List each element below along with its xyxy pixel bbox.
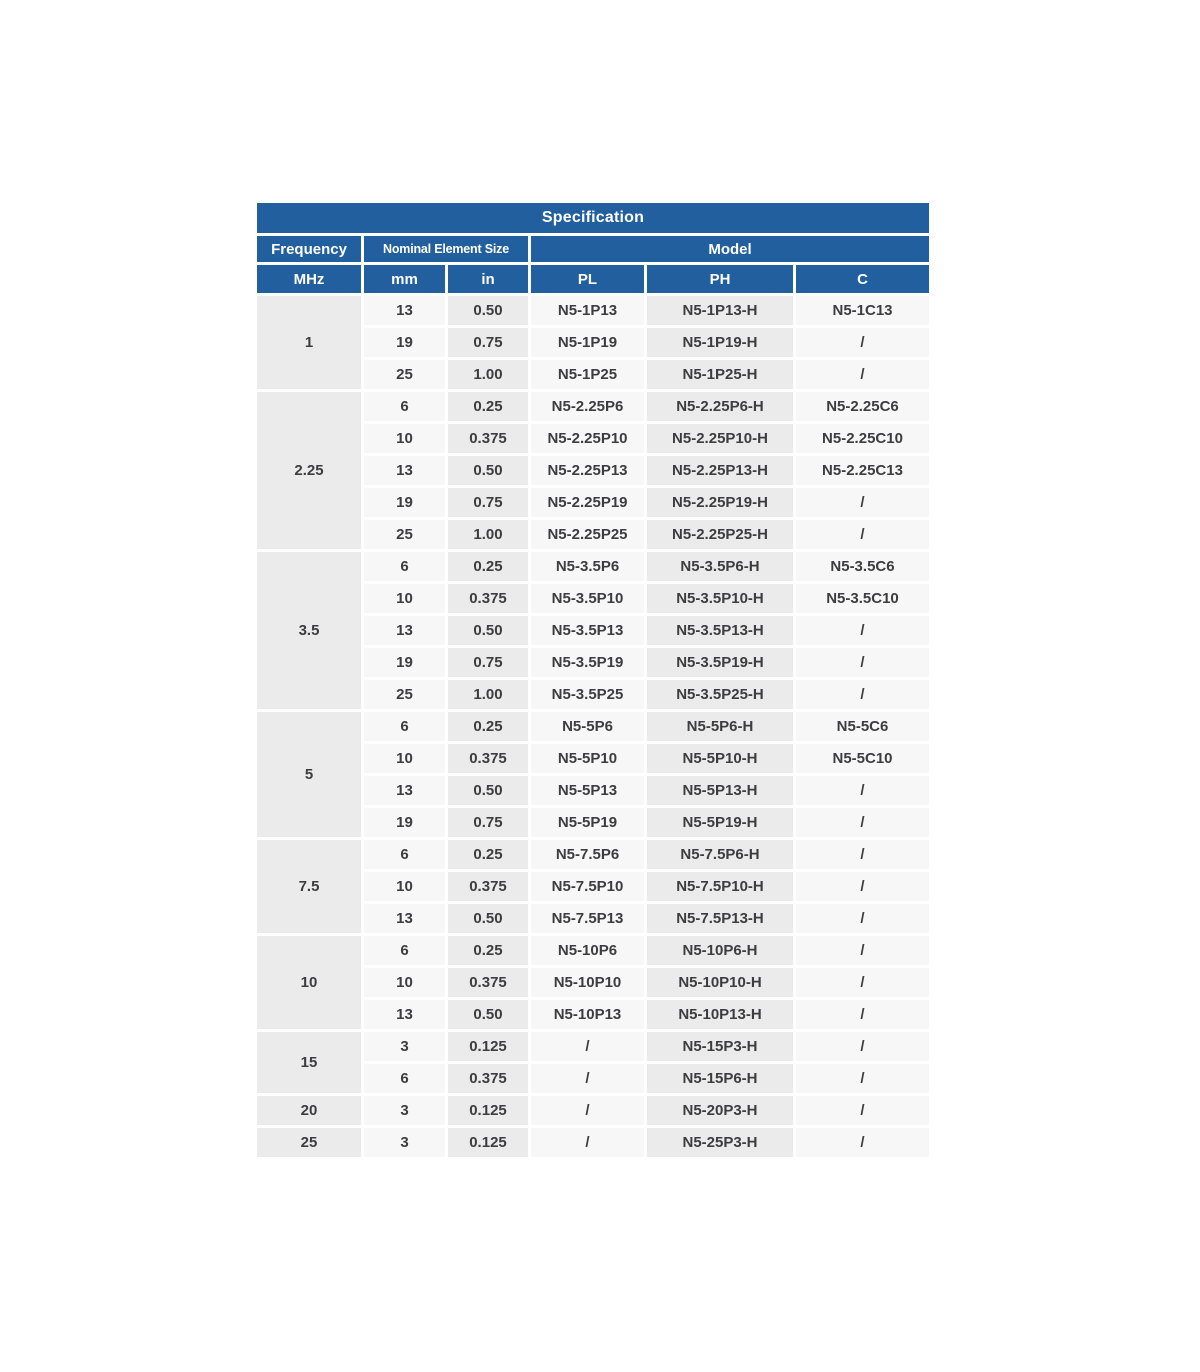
frequency-cell: 10 [257, 936, 361, 1029]
c-model-cell: N5-1C13 [796, 296, 929, 325]
in-cell: 0.50 [448, 616, 528, 645]
specification-table-container [254, 200, 932, 1160]
ph-model-cell: N5-3.5P25-H [647, 680, 793, 709]
ph-model-cell: N5-3.5P19-H [647, 648, 793, 677]
in-cell: 0.375 [448, 1064, 528, 1093]
frequency-cell: 1 [257, 296, 361, 389]
column-header-ph: PH [647, 265, 793, 293]
pl-model-cell: N5-1P13 [531, 296, 644, 325]
in-cell: 0.75 [448, 328, 528, 357]
pl-model-cell: N5-10P6 [531, 936, 644, 965]
in-cell: 0.375 [448, 968, 528, 997]
header-columns-row [257, 265, 929, 293]
ph-model-cell: N5-15P3-H [647, 1032, 793, 1061]
ph-model-cell: N5-7.5P6-H [647, 840, 793, 869]
c-model-cell: / [796, 776, 929, 805]
ph-model-cell: N5-25P3-H [647, 1128, 793, 1157]
ph-model-cell: N5-20P3-H [647, 1096, 793, 1125]
in-cell: 1.00 [448, 520, 528, 549]
pl-model-cell: N5-2.25P6 [531, 392, 644, 421]
mm-cell: 6 [364, 392, 445, 421]
in-cell: 0.75 [448, 808, 528, 837]
ph-model-cell: N5-3.5P6-H [647, 552, 793, 581]
ph-model-cell: N5-5P13-H [647, 776, 793, 805]
mm-cell: 25 [364, 520, 445, 549]
mm-cell: 19 [364, 808, 445, 837]
table-row [257, 1096, 929, 1125]
in-cell: 0.75 [448, 488, 528, 517]
column-header-c: C [796, 265, 929, 293]
c-model-cell: / [796, 648, 929, 677]
mm-cell: 25 [364, 360, 445, 389]
ph-model-cell: N5-15P6-H [647, 1064, 793, 1093]
mm-cell: 13 [364, 1000, 445, 1029]
mm-cell: 3 [364, 1096, 445, 1125]
ph-model-cell: N5-2.25P10-H [647, 424, 793, 453]
mm-cell: 25 [364, 680, 445, 709]
pl-model-cell: N5-3.5P19 [531, 648, 644, 677]
in-cell: 0.125 [448, 1096, 528, 1125]
in-cell: 0.25 [448, 552, 528, 581]
header-group-row [257, 236, 929, 262]
pl-model-cell: N5-2.25P13 [531, 456, 644, 485]
mm-cell: 6 [364, 840, 445, 869]
in-cell: 0.50 [448, 904, 528, 933]
mm-cell: 3 [364, 1032, 445, 1061]
frequency-cell: 2.25 [257, 392, 361, 549]
in-cell: 1.00 [448, 680, 528, 709]
table-row [257, 1128, 929, 1157]
ph-model-cell: N5-10P13-H [647, 1000, 793, 1029]
header-group-frequency: Frequency [257, 236, 361, 262]
frequency-cell: 5 [257, 712, 361, 837]
table-title: Specification [257, 203, 929, 233]
pl-model-cell: N5-3.5P6 [531, 552, 644, 581]
c-model-cell: / [796, 872, 929, 901]
c-model-cell: / [796, 360, 929, 389]
pl-model-cell: N5-1P25 [531, 360, 644, 389]
c-model-cell: / [796, 936, 929, 965]
in-cell: 0.50 [448, 1000, 528, 1029]
pl-model-cell: / [531, 1128, 644, 1157]
ph-model-cell: N5-5P19-H [647, 808, 793, 837]
pl-model-cell: N5-10P13 [531, 1000, 644, 1029]
table-row [257, 392, 929, 421]
column-header-pl: PL [531, 265, 644, 293]
ph-model-cell: N5-2.25P6-H [647, 392, 793, 421]
c-model-cell: / [796, 616, 929, 645]
header-group-model: Model [531, 236, 929, 262]
in-cell: 0.375 [448, 872, 528, 901]
pl-model-cell: N5-10P10 [531, 968, 644, 997]
frequency-cell: 3.5 [257, 552, 361, 709]
c-model-cell: / [796, 968, 929, 997]
pl-model-cell: N5-7.5P10 [531, 872, 644, 901]
ph-model-cell: N5-3.5P10-H [647, 584, 793, 613]
c-model-cell: / [796, 680, 929, 709]
column-header-mm: mm [364, 265, 445, 293]
mm-cell: 6 [364, 712, 445, 741]
column-header-in: in [448, 265, 528, 293]
c-model-cell: / [796, 904, 929, 933]
pl-model-cell: N5-5P19 [531, 808, 644, 837]
mm-cell: 19 [364, 328, 445, 357]
ph-model-cell: N5-7.5P13-H [647, 904, 793, 933]
in-cell: 0.50 [448, 776, 528, 805]
in-cell: 0.25 [448, 840, 528, 869]
pl-model-cell: / [531, 1064, 644, 1093]
pl-model-cell: N5-5P10 [531, 744, 644, 773]
in-cell: 0.125 [448, 1128, 528, 1157]
frequency-cell: 20 [257, 1096, 361, 1125]
pl-model-cell: / [531, 1096, 644, 1125]
frequency-cell: 7.5 [257, 840, 361, 933]
mm-cell: 10 [364, 872, 445, 901]
in-cell: 0.25 [448, 936, 528, 965]
in-cell: 0.50 [448, 456, 528, 485]
c-model-cell: N5-5C6 [796, 712, 929, 741]
pl-model-cell: N5-2.25P25 [531, 520, 644, 549]
ph-model-cell: N5-1P19-H [647, 328, 793, 357]
c-model-cell: N5-2.25C13 [796, 456, 929, 485]
c-model-cell: N5-3.5C10 [796, 584, 929, 613]
ph-model-cell: N5-10P10-H [647, 968, 793, 997]
in-cell: 0.375 [448, 584, 528, 613]
c-model-cell: / [796, 1096, 929, 1125]
mm-cell: 19 [364, 648, 445, 677]
in-cell: 0.375 [448, 744, 528, 773]
c-model-cell: / [796, 840, 929, 869]
mm-cell: 13 [364, 456, 445, 485]
pl-model-cell: N5-5P6 [531, 712, 644, 741]
pl-model-cell: N5-1P19 [531, 328, 644, 357]
c-model-cell: N5-2.25C6 [796, 392, 929, 421]
header-group-nominal-element-size: Nominal Element Size [364, 236, 528, 262]
in-cell: 0.125 [448, 1032, 528, 1061]
c-model-cell: / [796, 520, 929, 549]
pl-model-cell: N5-7.5P6 [531, 840, 644, 869]
ph-model-cell: N5-5P10-H [647, 744, 793, 773]
pl-model-cell: N5-2.25P10 [531, 424, 644, 453]
table-row [257, 552, 929, 581]
c-model-cell: / [796, 1064, 929, 1093]
c-model-cell: / [796, 1000, 929, 1029]
c-model-cell: N5-2.25C10 [796, 424, 929, 453]
pl-model-cell: N5-3.5P10 [531, 584, 644, 613]
in-cell: 0.25 [448, 392, 528, 421]
spec-table-body [257, 296, 929, 1157]
table-title-row [257, 203, 929, 233]
pl-model-cell: N5-3.5P13 [531, 616, 644, 645]
c-model-cell: / [796, 1032, 929, 1061]
ph-model-cell: N5-2.25P13-H [647, 456, 793, 485]
table-header [257, 203, 929, 293]
mm-cell: 10 [364, 584, 445, 613]
c-model-cell: / [796, 1128, 929, 1157]
pl-model-cell: N5-7.5P13 [531, 904, 644, 933]
mm-cell: 10 [364, 744, 445, 773]
ph-model-cell: N5-7.5P10-H [647, 872, 793, 901]
frequency-cell: 15 [257, 1032, 361, 1093]
ph-model-cell: N5-1P25-H [647, 360, 793, 389]
mm-cell: 13 [364, 776, 445, 805]
c-model-cell: / [796, 488, 929, 517]
in-cell: 0.375 [448, 424, 528, 453]
c-model-cell: / [796, 328, 929, 357]
in-cell: 0.75 [448, 648, 528, 677]
pl-model-cell: N5-5P13 [531, 776, 644, 805]
ph-model-cell: N5-5P6-H [647, 712, 793, 741]
mm-cell: 3 [364, 1128, 445, 1157]
mm-cell: 6 [364, 552, 445, 581]
c-model-cell: / [796, 808, 929, 837]
ph-model-cell: N5-10P6-H [647, 936, 793, 965]
ph-model-cell: N5-3.5P13-H [647, 616, 793, 645]
ph-model-cell: N5-2.25P19-H [647, 488, 793, 517]
table-row [257, 296, 929, 325]
mm-cell: 10 [364, 968, 445, 997]
frequency-cell: 25 [257, 1128, 361, 1157]
table-row [257, 712, 929, 741]
pl-model-cell: N5-2.25P19 [531, 488, 644, 517]
table-row [257, 840, 929, 869]
c-model-cell: N5-3.5C6 [796, 552, 929, 581]
ph-model-cell: N5-1P13-H [647, 296, 793, 325]
mm-cell: 13 [364, 616, 445, 645]
column-header-mhz: MHz [257, 265, 361, 293]
mm-cell: 13 [364, 296, 445, 325]
mm-cell: 19 [364, 488, 445, 517]
pl-model-cell: N5-3.5P25 [531, 680, 644, 709]
mm-cell: 6 [364, 936, 445, 965]
specification-table [254, 200, 932, 1160]
table-row [257, 1032, 929, 1061]
table-row [257, 936, 929, 965]
mm-cell: 13 [364, 904, 445, 933]
pl-model-cell: / [531, 1032, 644, 1061]
mm-cell: 6 [364, 1064, 445, 1093]
in-cell: 0.25 [448, 712, 528, 741]
c-model-cell: N5-5C10 [796, 744, 929, 773]
in-cell: 0.50 [448, 296, 528, 325]
in-cell: 1.00 [448, 360, 528, 389]
mm-cell: 10 [364, 424, 445, 453]
ph-model-cell: N5-2.25P25-H [647, 520, 793, 549]
